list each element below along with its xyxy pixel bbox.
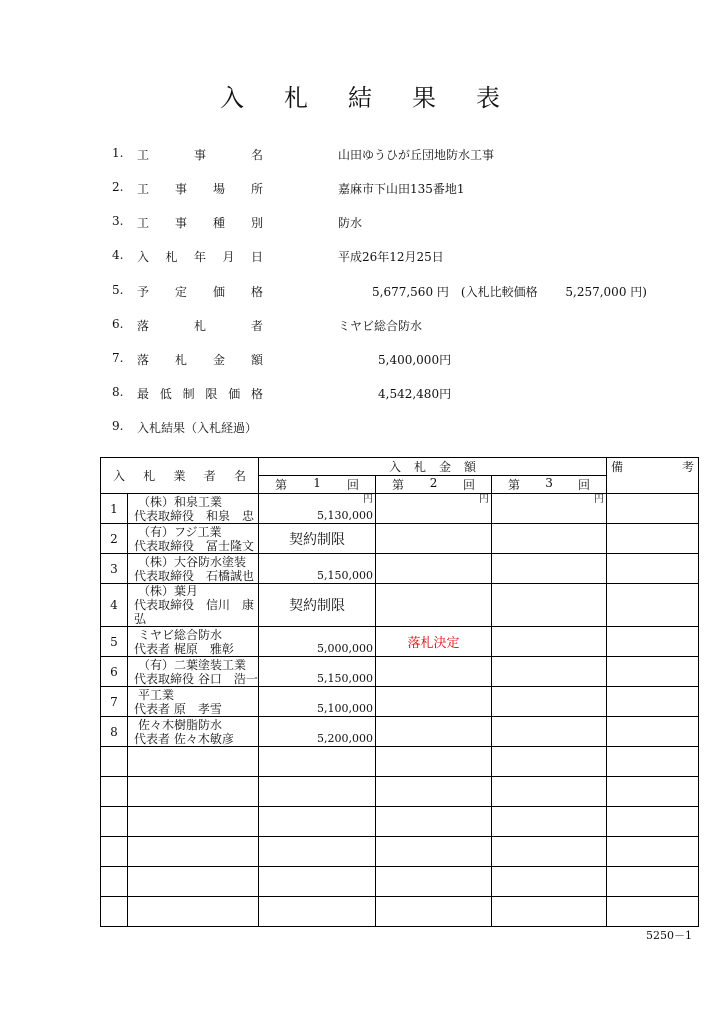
- empty-table-row: [101, 867, 699, 897]
- amount-value: 5,100,000: [317, 702, 374, 715]
- remarks-cell: [607, 494, 699, 524]
- empty-table-row: [101, 747, 699, 777]
- label-char: 落: [137, 319, 150, 333]
- row-index: 6: [101, 657, 128, 687]
- row-index: [101, 747, 128, 777]
- representative-name: 代表取締役 谷口 浩一: [134, 671, 258, 686]
- item-label: [137, 180, 263, 197]
- label-char: 額: [250, 353, 263, 367]
- label-char: 事: [174, 182, 187, 196]
- round-3-amount: [492, 777, 607, 807]
- round-1-amount: 契約制限: [259, 584, 376, 627]
- label-char: 低: [159, 387, 172, 401]
- remarks-cell: [607, 687, 699, 717]
- bidder-name-cell: [128, 837, 259, 867]
- bid-results-table: [100, 457, 699, 927]
- title-char: 果: [412, 84, 436, 112]
- round-1-amount: [259, 627, 376, 657]
- bidder-name-cell: [128, 717, 259, 747]
- round-2-amount: [376, 807, 492, 837]
- header-char: 名: [234, 469, 247, 483]
- header-char: 者: [203, 469, 216, 483]
- round-1-amount: [259, 777, 376, 807]
- round-3-amount: [492, 524, 607, 554]
- item-value: 山田ゆうひが丘団地防水工事: [338, 148, 495, 162]
- bidder-name-cell: [128, 897, 259, 927]
- bidder-name-header: [101, 458, 259, 494]
- round-1-amount: 契約制限: [259, 524, 376, 554]
- item-label: [137, 317, 263, 334]
- label-char: 最: [137, 387, 150, 401]
- amount-value: 5,000,000: [317, 642, 374, 655]
- remarks-cell: [607, 897, 699, 927]
- representative-name: 代表者 原 孝雪: [134, 701, 222, 716]
- bidder-name-cell: [128, 747, 259, 777]
- bidder-name-cell: [128, 627, 259, 657]
- company-name: ミヤビ総合防水: [138, 627, 223, 642]
- row-index: [101, 777, 128, 807]
- amount-value: 5,150,000: [317, 569, 374, 582]
- header-char: 業: [173, 469, 186, 483]
- bidder-name-cell: [128, 867, 259, 897]
- round-2-header: [376, 476, 492, 494]
- remarks-cell: [607, 777, 699, 807]
- header-char: 回: [462, 478, 475, 492]
- document-title: [0, 78, 720, 113]
- label-char: 格: [250, 285, 263, 299]
- table-row: [101, 717, 699, 747]
- round-3-amount: [492, 867, 607, 897]
- label-char: 格: [250, 387, 263, 401]
- label-char: 価: [212, 285, 225, 299]
- representative-name: 代表取締役 信川 康弘: [134, 598, 255, 626]
- label-char: 札: [193, 319, 206, 333]
- yen-unit: 円: [363, 494, 374, 505]
- remarks-cell: [607, 584, 699, 627]
- label-char: 者: [250, 319, 263, 333]
- bidder-name-cell: [128, 554, 259, 584]
- item-label: [137, 214, 263, 231]
- round-2-amount: [376, 687, 492, 717]
- round-1-amount: [259, 554, 376, 584]
- label-char: 日: [250, 250, 263, 264]
- bidder-name-cell: [128, 494, 259, 524]
- label-char: 入: [137, 250, 150, 264]
- round-1-amount: [259, 687, 376, 717]
- item-number: 8.: [112, 385, 124, 399]
- amount-value: 5,130,000: [317, 509, 374, 522]
- label-char: 工: [137, 148, 150, 162]
- row-index: 4: [101, 584, 128, 627]
- table-row: [101, 657, 699, 687]
- label-char: 種: [212, 216, 225, 230]
- item-value: 5,400,000円: [378, 353, 452, 367]
- round-3-amount: [492, 807, 607, 837]
- amount-value: 5,200,000: [317, 732, 374, 745]
- bidder-name-cell: [128, 777, 259, 807]
- page-code: 5250－1: [646, 929, 692, 942]
- row-index: [101, 897, 128, 927]
- representative-name: 代表者 梶原 雅彰: [134, 641, 234, 656]
- row-index: [101, 867, 128, 897]
- representative-name: 代表者 佐々木敏彦: [134, 731, 234, 746]
- header-char: 第: [508, 478, 521, 492]
- header-char: 第: [275, 478, 288, 492]
- header-char: 2: [429, 476, 438, 490]
- representative-name: 代表取締役 石橋誠也: [134, 568, 255, 583]
- header-char: 1: [313, 476, 321, 490]
- header-char: 入: [389, 460, 402, 474]
- round-3-amount: [492, 897, 607, 927]
- header-char: 備: [611, 460, 624, 474]
- label-char: 事: [174, 216, 187, 230]
- item-value: 5,677,560 円 (入札比較価格 5,257,000 円): [372, 285, 647, 299]
- item-number: 9.: [112, 419, 124, 433]
- item-number: 7.: [112, 351, 124, 365]
- company-name: （有）フジ工業: [138, 524, 222, 539]
- row-index: 8: [101, 717, 128, 747]
- remarks-cell: [607, 867, 699, 897]
- header-char: 札: [414, 460, 427, 474]
- row-index: 7: [101, 687, 128, 717]
- item-label: [137, 146, 263, 163]
- bidder-name-cell: [128, 687, 259, 717]
- label-char: 金: [212, 353, 225, 367]
- yen-unit: 円: [594, 494, 605, 505]
- representative-name: 代表取締役 和泉 忠: [134, 508, 255, 523]
- label-char: 価: [228, 387, 241, 401]
- item-value: ミヤビ総合防水: [338, 319, 423, 333]
- table-row: [101, 687, 699, 717]
- round-2-amount: [376, 837, 492, 867]
- label-char: 年: [193, 250, 206, 264]
- round-3-header: [492, 476, 607, 494]
- label-char: 限: [205, 387, 218, 401]
- round-1-amount: [259, 897, 376, 927]
- round-1-amount: [259, 747, 376, 777]
- round-2-amount: [376, 717, 492, 747]
- remarks-header: [607, 458, 699, 494]
- round-1-amount: [259, 494, 376, 524]
- remarks-cell: [607, 554, 699, 584]
- row-index: 3: [101, 554, 128, 584]
- label-char: 定: [174, 285, 187, 299]
- label-char: 予: [137, 285, 150, 299]
- company-name: （有）二葉塗装工業: [138, 657, 247, 672]
- remarks-cell: [607, 657, 699, 687]
- company-name: （株）和泉工業: [138, 494, 223, 509]
- header-char: 回: [578, 478, 591, 492]
- item-value: 4,542,480円: [378, 387, 452, 401]
- label-char: 月: [222, 250, 235, 264]
- round-1-amount: [259, 717, 376, 747]
- bidder-name-cell: [128, 584, 259, 627]
- company-name: 佐々木樹脂防水: [138, 717, 223, 732]
- item-label: [137, 248, 263, 265]
- bidder-name-cell: [128, 807, 259, 837]
- round-2-amount: [376, 494, 492, 524]
- remarks-cell: [607, 627, 699, 657]
- round-3-amount: [492, 717, 607, 747]
- representative-name: 代表取締役 冨士隆文: [134, 538, 255, 553]
- header-char: 考: [682, 460, 695, 474]
- label-char: 札: [174, 353, 187, 367]
- item-label: [137, 283, 263, 300]
- round-1-amount: [259, 837, 376, 867]
- label-char: 制: [182, 387, 195, 401]
- remarks-cell: [607, 717, 699, 747]
- title-char: 表: [476, 84, 500, 112]
- round-2-amount: [376, 777, 492, 807]
- table-row: [101, 627, 699, 657]
- empty-table-row: [101, 777, 699, 807]
- table-row: [101, 494, 699, 524]
- empty-table-row: [101, 807, 699, 837]
- round-3-amount: [492, 837, 607, 867]
- label-char: 事: [193, 148, 206, 162]
- item-label: 入札結果（入札経過）: [137, 421, 258, 435]
- round-1-amount: [259, 807, 376, 837]
- company-name: （株）葉月: [138, 584, 199, 598]
- table-row: [101, 554, 699, 584]
- round-1-amount: [259, 867, 376, 897]
- label-char: 落: [137, 353, 150, 367]
- item-number: 4.: [112, 248, 124, 262]
- item-value: 嘉麻市下山田135番地1: [338, 182, 465, 196]
- label-char: 札: [165, 250, 178, 264]
- company-name: 平工業: [138, 687, 175, 702]
- table-row: [101, 524, 699, 554]
- label-char: 所: [250, 182, 263, 196]
- round-3-amount: [492, 747, 607, 777]
- bidder-name-cell: [128, 524, 259, 554]
- round-2-amount: [376, 524, 492, 554]
- header-char: 3: [545, 476, 553, 490]
- row-index: 2: [101, 524, 128, 554]
- table-row: [101, 584, 699, 627]
- header-char: 回: [346, 478, 359, 492]
- round-3-amount: [492, 687, 607, 717]
- round-3-amount: [492, 657, 607, 687]
- round-1-header: [259, 476, 376, 494]
- empty-table-row: [101, 897, 699, 927]
- round-2-amount: 落札決定: [376, 627, 492, 657]
- header-char: 第: [392, 478, 405, 492]
- header-char: 札: [143, 469, 156, 483]
- amount-value: 5,150,000: [317, 672, 374, 685]
- label-char: 工: [137, 216, 150, 230]
- item-number: 5.: [112, 283, 124, 297]
- bidder-name-cell: [128, 657, 259, 687]
- bid-amount-header: [259, 458, 607, 476]
- title-char: 結: [348, 84, 372, 112]
- item-number: 2.: [112, 180, 124, 194]
- remarks-cell: [607, 747, 699, 777]
- yen-unit: 円: [479, 494, 490, 505]
- remarks-cell: [607, 524, 699, 554]
- item-number: 3.: [112, 214, 124, 228]
- label-char: 名: [250, 148, 263, 162]
- remarks-cell: [607, 807, 699, 837]
- title-char: 札: [284, 84, 308, 112]
- header-char: 額: [464, 460, 477, 474]
- round-3-amount: [492, 627, 607, 657]
- item-label: [137, 385, 263, 402]
- round-2-amount: [376, 584, 492, 627]
- row-index: [101, 837, 128, 867]
- round-3-amount: [492, 494, 607, 524]
- header-char: 金: [439, 460, 452, 474]
- item-number: 6.: [112, 317, 124, 331]
- item-number: 1.: [112, 146, 124, 160]
- round-1-amount: [259, 657, 376, 687]
- label-char: 場: [212, 182, 225, 196]
- label-char: 工: [137, 182, 150, 196]
- title-char: 入: [220, 84, 244, 112]
- empty-table-row: [101, 837, 699, 867]
- row-index: 1: [101, 494, 128, 524]
- row-index: [101, 807, 128, 837]
- item-value: 平成26年12月25日: [338, 250, 444, 264]
- item-value: 防水: [338, 216, 363, 230]
- label-char: 別: [250, 216, 263, 230]
- remarks-cell: [607, 837, 699, 867]
- row-index: 5: [101, 627, 128, 657]
- header-char: 入: [113, 469, 126, 483]
- round-2-amount: [376, 554, 492, 584]
- round-2-amount: [376, 747, 492, 777]
- round-2-amount: [376, 657, 492, 687]
- round-3-amount: [492, 554, 607, 584]
- item-label: [137, 351, 263, 368]
- company-name: （株）大谷防水塗装: [138, 554, 247, 569]
- round-3-amount: [492, 584, 607, 627]
- round-2-amount: [376, 867, 492, 897]
- round-2-amount: [376, 897, 492, 927]
